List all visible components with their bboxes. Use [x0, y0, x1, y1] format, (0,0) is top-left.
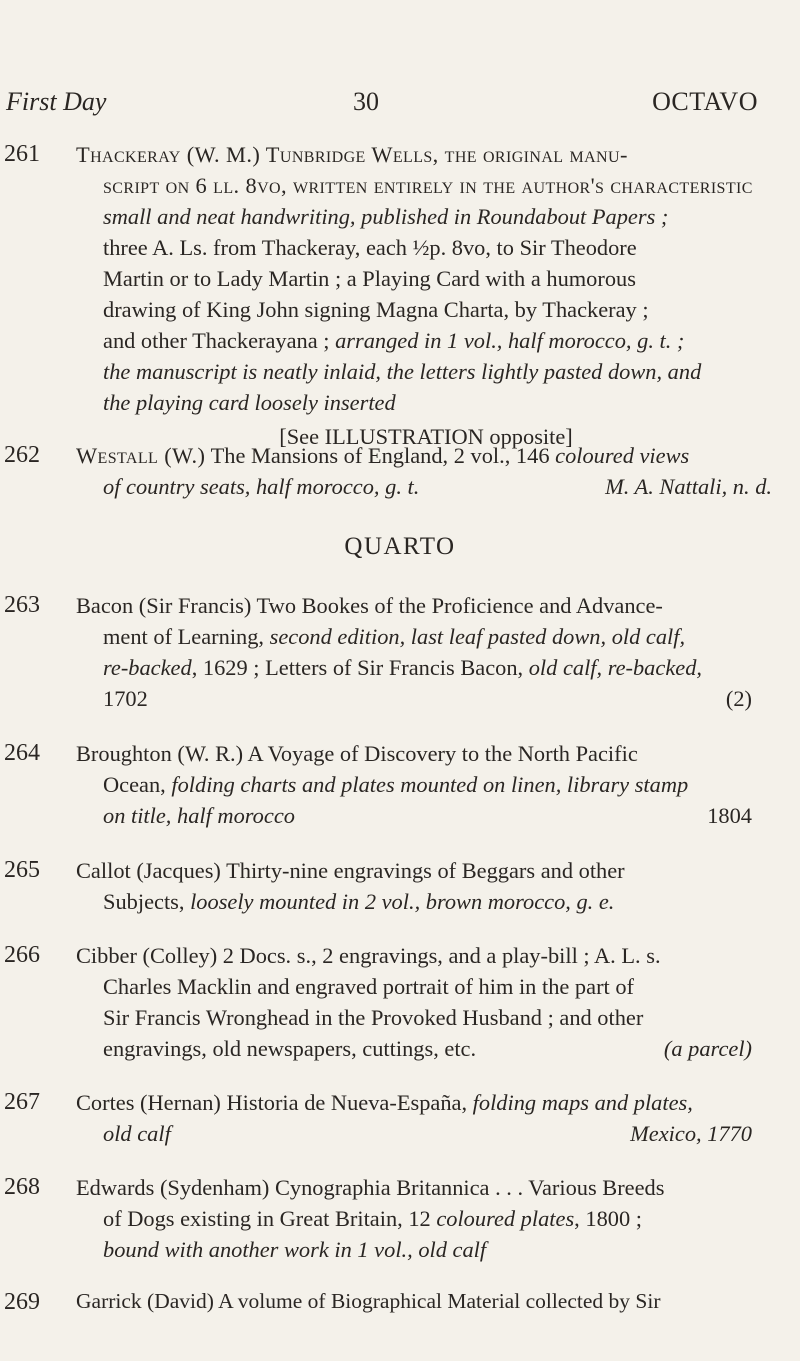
line: three A. Ls. from Thackeray, each ½p. 8vo, to Sir Theodore — [103, 235, 637, 260]
lot-description — [76, 738, 776, 831]
line: Westall (W.) The Mansions of England, 2 vol., 146 coloured views — [76, 443, 690, 468]
line: 1702 (2) — [103, 686, 752, 711]
line: of Dogs existing in Great Britain, 12 coloured plates, 1800 ; — [103, 1206, 642, 1231]
line: Callot (Jacques) Thirty-nine engravings of Beggars and other — [76, 858, 625, 883]
line: on title, half morocco 1804 — [103, 803, 752, 828]
lot-description — [76, 855, 776, 917]
format-section-label: OCTAVO — [652, 87, 758, 116]
line: Garrick (David) A volume of Biographical Material collected by Sir — [76, 1289, 661, 1313]
line: script on 6 ll. 8vo, written entirely in the author's characteristic — [103, 173, 753, 198]
line: engravings, old newspapers, cuttings, etc. (a parcel) — [103, 1036, 752, 1061]
lot-description — [76, 139, 776, 452]
line: the manuscript is neatly inlaid, the letters lightly pasted down, and — [103, 359, 702, 384]
line: Thackeray (W. M.) Tunbridge Wells, the original manu- — [76, 142, 628, 167]
line: Broughton (W. R.) A Voyage of Discovery to the North Pacific — [76, 741, 638, 766]
illustration-note: [See ILLUSTRATION opposite] — [279, 424, 573, 449]
line: small and neat handwriting, published in Roundabout Papers ; — [103, 204, 669, 229]
lot-number: 262 — [4, 442, 40, 468]
line: Martin or to Lady Martin ; a Playing Card with a humorous — [103, 266, 636, 291]
line: old calf Mexico, 1770 — [103, 1121, 752, 1146]
line: re-backed, 1629 ; Letters of Sir Francis Bacon, old calf, re-backed, — [103, 655, 702, 680]
line: Edwards (Sydenham) Cynographia Britannica . . . Various Breeds — [76, 1175, 665, 1200]
lot-number: 268 — [4, 1174, 40, 1200]
line: the playing card loosely inserted — [103, 390, 396, 415]
line: Cibber (Colley) 2 Docs. s., 2 engravings, and a play-bill ; A. L. s. — [76, 943, 661, 968]
lot-description — [76, 1287, 776, 1316]
lot-description — [76, 440, 776, 502]
lot-number: 266 — [4, 942, 40, 968]
lot-description — [76, 1087, 776, 1149]
lot-number: 264 — [4, 740, 40, 766]
line: Bacon (Sir Francis) Two Bookes of the Proficience and Advance- — [76, 593, 663, 618]
line: Ocean, folding charts and plates mounted on linen, library stamp — [103, 772, 689, 797]
line: drawing of King John signing Magna Charta, by Thackeray ; — [103, 297, 649, 322]
sale-day-label: First Day — [6, 87, 107, 116]
page-number: 30 — [353, 87, 379, 116]
line: Subjects, loosely mounted in 2 vol., brown morocco, g. e. — [103, 889, 615, 914]
lot-number: 263 — [4, 592, 40, 618]
line: Cortes (Hernan) Historia de Nueva-España, folding maps and plates, — [76, 1090, 693, 1115]
line: ment of Learning, second edition, last leaf pasted down, old calf, — [103, 624, 686, 649]
lot-description — [76, 590, 776, 714]
lot-description — [76, 1172, 776, 1265]
section-heading-quarto: QUARTO — [344, 533, 456, 560]
line: and other Thackerayana ; arranged in 1 vol., half morocco, g. t. ; — [103, 328, 685, 353]
page-header — [0, 82, 800, 122]
line: bound with another work in 1 vol., old calf — [103, 1237, 487, 1262]
lot-number: 261 — [4, 141, 40, 167]
lot-number: 267 — [4, 1089, 40, 1115]
lot-number: 269 — [4, 1289, 40, 1315]
line: Charles Macklin and engraved portrait of him in the part of — [103, 974, 634, 999]
lot-number: 265 — [4, 857, 40, 883]
lot-description — [76, 940, 776, 1064]
line: Sir Francis Wronghead in the Provoked Husband ; and other — [103, 1005, 644, 1030]
line: of country seats, half morocco, g. t. M. A. Nattali, n. d. — [103, 474, 772, 499]
